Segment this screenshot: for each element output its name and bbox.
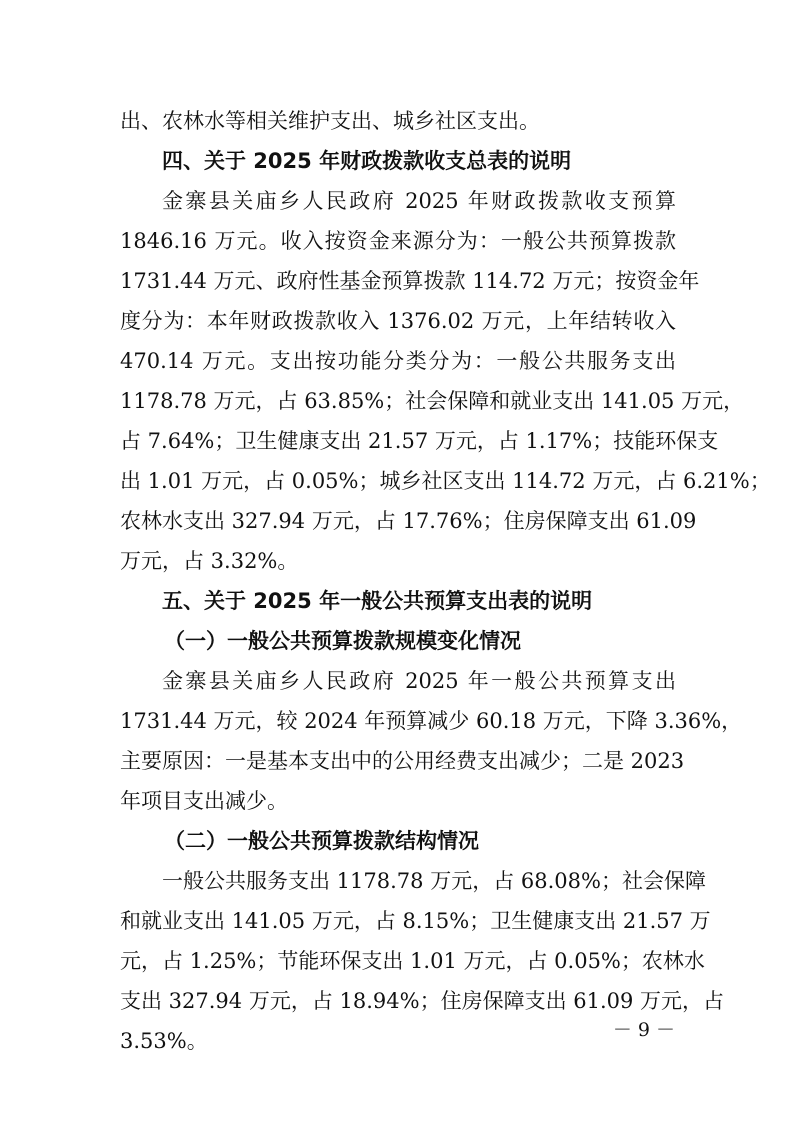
text-line: 万元，占 3.32%。 xyxy=(120,549,299,573)
text-line: 1178.78 万元，占 63.85%；社会保障和就业支出 141.05 万元， xyxy=(120,389,745,413)
text-line: 农林水支出 327.94 万元，占 17.76%；住房保障支出 61.09 xyxy=(120,509,697,533)
text-line: 1731.44 万元、政府性基金预算拨款 114.72 万元；按资金年 xyxy=(120,269,700,293)
text-line: 470.14 万元。支出按功能分类分为：一般公共服务支出 xyxy=(120,349,676,373)
text-line: 一般公共服务支出 1178.78 万元，占 68.08%；社会保障 xyxy=(162,869,706,893)
text-line: 出、农林水等相关维护支出、城乡社区支出。 xyxy=(120,109,540,133)
text-line: 年项目支出减少。 xyxy=(120,789,288,813)
text-line: 金寨县关庙乡人民政府 2025 年一般公共预算支出 xyxy=(162,669,676,693)
page-number: － 9 － xyxy=(612,1019,675,1041)
text-line: 度分为：本年财政拨款收入 1376.02 万元，上年结转收入 xyxy=(120,309,676,333)
section-heading-4: 四、关于 2025 年财政拨款收支总表的说明 xyxy=(162,149,572,173)
subsection-heading-1: （一）一般公共预算拨款规模变化情况 xyxy=(164,629,521,653)
subsection-heading-2: （二）一般公共预算拨款结构情况 xyxy=(164,829,479,853)
text-line: 占 7.64%；卫生健康支出 21.57 万元，占 1.17%；技能环保支 xyxy=(120,429,719,453)
text-line: 1731.44 万元，较 2024 年预算减少 60.18 万元，下降 3.36%， xyxy=(120,709,743,733)
text-line: 元，占 1.25%；节能环保支出 1.01 万元，占 0.05%；农林水 xyxy=(120,949,705,973)
text-line: 1846.16 万元。收入按资金来源分为：一般公共预算拨款 xyxy=(120,229,676,253)
text-line: 支出 327.94 万元，占 18.94%；住房保障支出 61.09 万元，占 xyxy=(120,989,725,1013)
section-heading-5: 五、关于 2025 年一般公共预算支出表的说明 xyxy=(162,589,593,613)
text-line: 和就业支出 141.05 万元，占 8.15%；卫生健康支出 21.57 万 xyxy=(120,909,711,933)
text-line: 3.53%。 xyxy=(120,1029,208,1053)
text-line: 主要原因：一是基本支出中的公用经费支出减少；二是 2023 xyxy=(120,749,685,773)
text-line: 出 1.01 万元，占 0.05%；城乡社区支出 114.72 万元，占 6.21%； xyxy=(120,469,771,493)
text-line: 金寨县关庙乡人民政府 2025 年财政拨款收支预算 xyxy=(162,189,676,213)
